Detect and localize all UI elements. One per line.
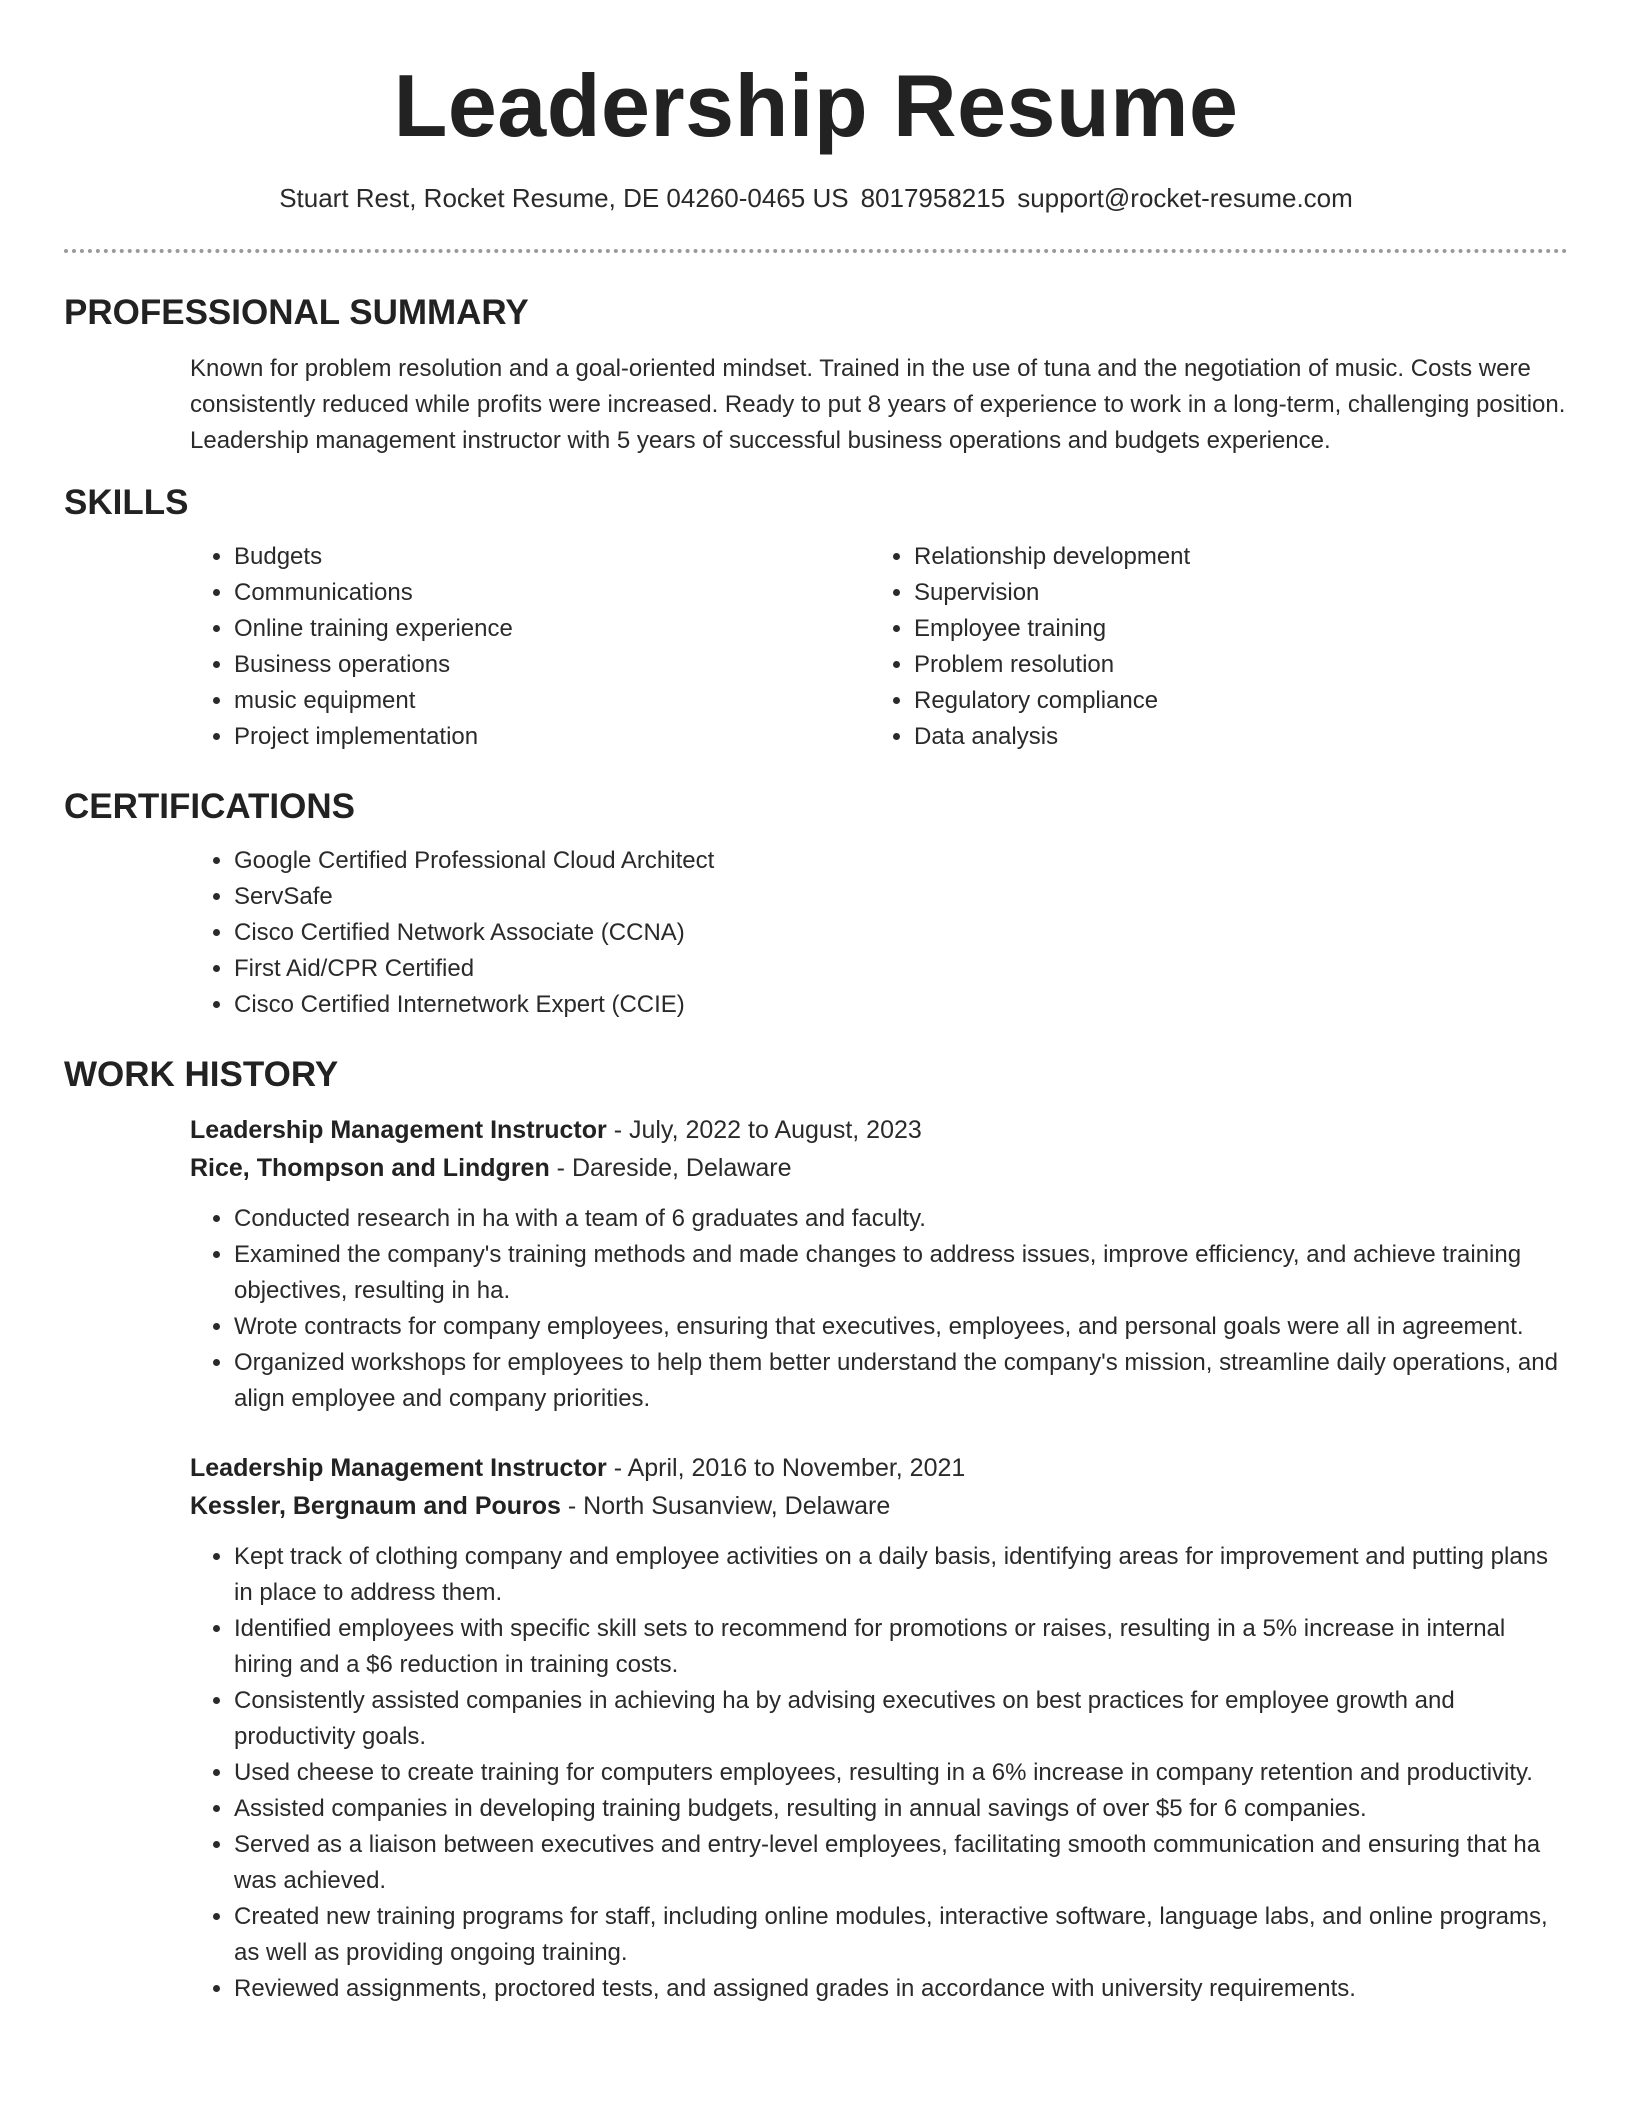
skill-item: • Online training experience [234,611,870,647]
skill-item: • Problem resolution [914,647,1550,683]
certifications-section [64,785,1568,1023]
job-entry [64,1111,1568,1417]
skill-item: • Communications [234,575,870,611]
job-company-line [190,1487,1568,1525]
skill-item: • Regulatory compliance [914,683,1550,719]
certification-item: • Google Certified Professional Cloud Architect [234,843,1568,879]
skills-section [64,481,1568,755]
header-divider [64,249,1568,253]
skills-heading: SKILLS [64,483,189,522]
skill-item: • Data analysis [914,719,1550,755]
job-bullet: • Consistently assisted companies in achieving ha by advising executives on best practices for employee growth and productivity goals. [234,1683,1568,1755]
summary-text: Known for problem resolution and a goal-oriented mindset. Trained in the use of tuna and the negotiation of music. Costs were consistently reduced while profits were increased. Ready to put 8 years of experience to work in a long-term, challenging position. Leadership management instructor with 5 years of successful business operations and budgets experience. [190,355,1566,454]
job-company: Kessler, Bergnaum and Pouros [190,1492,561,1520]
job-bullet: • Assisted companies in developing training budgets, resulting in annual savings of over $5 for 6 companies. [234,1791,1568,1827]
job-entry [64,1449,1568,2007]
job-bullet: • Identified employees with specific skill sets to recommend for promotions or raises, resulting in a 5% increase in internal hiring and a $6 reduction in training costs. [234,1611,1568,1683]
contact-line [64,181,1568,215]
job-bullet: • Reviewed assignments, proctored tests, and assigned grades in accordance with university requirements. [234,1971,1568,2007]
job-bullet: • Used cheese to create training for computers employees, resulting in a 6% increase in company retention and productivity. [234,1755,1568,1791]
skill-item: • Relationship development [914,539,1550,575]
job-location: - North Susanview, Delaware [560,1492,891,1520]
job-location: - Dareside, Delaware [549,1154,792,1182]
certification-item: • Cisco Certified Network Associate (CCNA) [234,915,1568,951]
certifications-list [190,843,1568,1023]
contact-address: Stuart Rest, Rocket Resume, DE 04260-0465 US [279,183,849,213]
certification-item: • First Aid/CPR Certified [234,951,1568,987]
job-title-line [190,1449,1568,1487]
certification-item: • ServSafe [234,879,1568,915]
work-history-section [64,1053,1568,2007]
job-title: Leadership Management Instructor [190,1116,607,1144]
job-bullet: • Created new training programs for staff, including online modules, interactive software, language labs, and online programs, as well as providing ongoing training. [234,1899,1568,1971]
job-company-line [190,1149,1568,1187]
job-title-line [190,1111,1568,1149]
job-dates: - July, 2022 to August, 2023 [606,1116,922,1144]
certification-item: • Cisco Certified Internetwork Expert (CCIE) [234,987,1568,1023]
work-history-heading: WORK HISTORY [64,1055,339,1094]
skills-list-right [870,539,1550,755]
skill-item: • Project implementation [234,719,870,755]
contact-email: support@rocket-resume.com [1017,183,1353,213]
job-bullet: • Examined the company's training methods and made changes to address issues, improve efficiency, and achieve training objectives, resulting in ha. [234,1237,1568,1309]
job-dates: - April, 2016 to November, 2021 [606,1454,966,1482]
resume-page [64,0,1568,2007]
job-bullets [190,1201,1568,1417]
skill-item: • Budgets [234,539,870,575]
job-bullet: • Wrote contracts for company employees, ensuring that executives, employees, and personal goals were all in agreement. [234,1309,1568,1345]
skill-item: • Business operations [234,647,870,683]
skills-list-left [190,539,870,755]
contact-phone: 8017958215 [860,183,1006,213]
job-bullets [190,1539,1568,2007]
skill-item: • Employee training [914,611,1550,647]
job-company: Rice, Thompson and Lindgren [190,1154,550,1182]
resume-title: Leadership Resume [393,56,1239,155]
job-bullet: • Organized workshops for employees to help them better understand the company's mission, streamline daily operations, and align employee and company priorities. [234,1345,1568,1417]
job-bullet: • Served as a liaison between executives and entry-level employees, facilitating smooth communication and ensuring that ha was achieved. [234,1827,1568,1899]
summary-heading: PROFESSIONAL SUMMARY [64,293,529,332]
skill-item: • Supervision [914,575,1550,611]
job-title: Leadership Management Instructor [190,1454,607,1482]
skill-item: • music equipment [234,683,870,719]
summary-section [64,291,1568,459]
job-bullet: • Kept track of clothing company and employee activities on a daily basis, identifying areas for improvement and putting plans in place to address them. [234,1539,1568,1611]
job-bullet: • Conducted research in ha with a team of 6 graduates and faculty. [234,1201,1568,1237]
certifications-heading: CERTIFICATIONS [64,787,356,826]
